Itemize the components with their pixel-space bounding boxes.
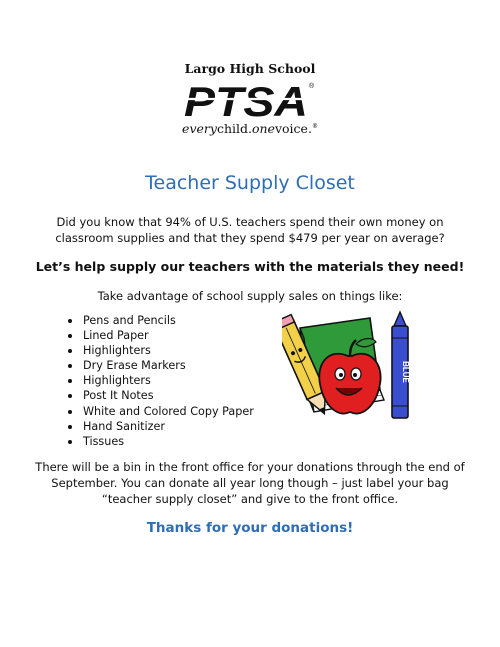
tagline	[0, 121, 500, 136]
bullet-icon	[68, 379, 72, 383]
list-item-label: White and Colored Copy Paper	[83, 404, 254, 418]
list-item-label: Highlighters	[83, 374, 151, 388]
bullet-icon	[68, 319, 72, 323]
thanks-message: Thanks for your donations!	[146, 520, 354, 536]
ptsa-logo-text: PTSA	[184, 79, 308, 121]
bullet-icon	[68, 440, 72, 444]
list-item	[66, 358, 254, 373]
page-title: Teacher Supply Closet	[145, 172, 355, 194]
crayon-label: BLUE	[401, 361, 410, 383]
bullet-icon	[68, 334, 72, 338]
bullet-icon	[68, 410, 72, 414]
bullet-icon	[68, 425, 72, 429]
lead-in-text: Take advantage of school supply sales on things like:	[97, 289, 403, 303]
crayon-icon	[392, 312, 410, 418]
tagline-child: child.	[216, 121, 252, 136]
supply-list	[66, 313, 254, 449]
ptsa-trademark: ®	[309, 83, 315, 90]
bullet-icon	[68, 364, 72, 368]
tagline-voice: voice.	[274, 121, 312, 136]
list-item-label: Pens and Pencils	[83, 314, 176, 327]
school-supplies-clipart	[282, 310, 420, 425]
tagline-every: every	[182, 121, 217, 136]
list-item-label: Hand Sanitizer	[83, 419, 166, 433]
bullet-icon	[68, 394, 72, 398]
list-item-label: Post It Notes	[83, 389, 154, 403]
list-item	[66, 313, 254, 328]
bullet-icon	[68, 349, 72, 353]
list-item-label: Dry Erase Markers	[83, 359, 186, 373]
ptsa-logo	[178, 79, 318, 121]
list-item	[66, 328, 254, 343]
list-item	[66, 343, 254, 358]
list-item	[66, 404, 254, 419]
call-to-action: Let’s help supply our teachers with the materials they need!	[35, 259, 465, 274]
list-item-label: Tissues	[83, 434, 125, 448]
list-item	[66, 434, 254, 449]
list-item	[66, 388, 254, 403]
list-item	[66, 373, 254, 388]
tagline-one: one	[251, 121, 275, 136]
intro-paragraph: Did you know that 94% of U.S. teachers spend their own money on classroom supplies and that they spend $479 per year on average?	[55, 215, 445, 245]
list-item-label: Highlighters	[83, 344, 151, 358]
closing-paragraph: There will be a bin in the front office for your donations through the end of September. You can donate all year long though – just label your bag “teacher supply closet” and give to the front office.	[35, 460, 465, 506]
list-item-label: Lined Paper	[83, 329, 149, 343]
tagline-trademark: ®	[311, 122, 318, 130]
list-item	[66, 419, 254, 434]
school-name: Largo High School	[184, 61, 316, 76]
